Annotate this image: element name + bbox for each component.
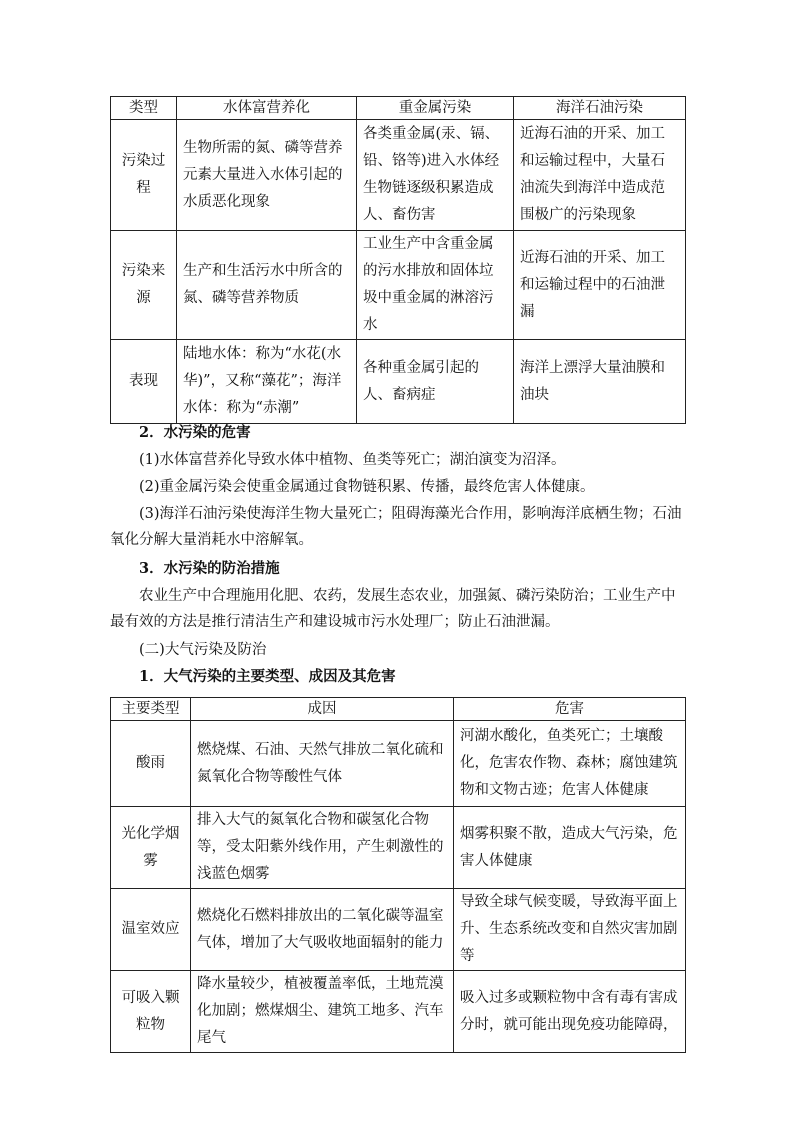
header-heavy-metal: 重金属污染 <box>357 97 514 120</box>
row-type-cell: 表现 <box>111 340 177 424</box>
harm-cell: 导致全球气候变暖，导致海平面上升、生态系统改变和自然灾害加剧等 <box>454 889 686 971</box>
cause-cell: 降水量较少，植被覆盖率低，土地荒漠化加剧；燃煤烟尘、建筑工地多、汽车尾气 <box>191 971 454 1053</box>
row-type-cell: 光化学烟雾 <box>111 807 191 889</box>
section-3-text: 农业生产中合理施用化肥、农药，发展生态农业，加强氮、磷污染防治；工业生产中最有效的方法是推行清洁生产和建设城市污水处理厂；防止石油泄漏。 <box>110 588 676 630</box>
row-type-cell: 温室效应 <box>111 889 191 971</box>
row-type-cell: 污染来源 <box>111 231 177 340</box>
header-harm: 危害 <box>454 698 686 721</box>
table-row <box>111 971 686 1053</box>
section-3-title: 3．水污染的防治措施 <box>139 560 280 577</box>
section-2-item: (3)海洋石油污染使海洋生物大量死亡；阻碍海藻光合作用，影响海洋底栖生物；石油氧化分解大量消耗水中溶解氧。 <box>110 506 682 548</box>
header-cause: 成因 <box>191 698 454 721</box>
header-oil-pollution: 海洋石油污染 <box>514 97 686 120</box>
table-cell: 近海石油的开采、加工和运输过程中，大量石油流失到海洋中造成范围极广的污染现象 <box>514 120 686 231</box>
section-2-title: 2．水污染的危害 <box>139 424 251 441</box>
table-row <box>111 721 686 807</box>
table-cell: 各类重金属(汞、镉、铅、铬等)进入水体经生物链逐级积累造成人、畜伤害 <box>357 120 514 231</box>
table-cell: 近海石油的开采、加工和运输过程中的石油泄漏 <box>514 231 686 340</box>
table-header-row <box>111 97 686 120</box>
section-2-item: (2)重金属污染会使重金属通过食物链积累、传播，最终危害人体健康。 <box>139 479 595 495</box>
table-row <box>111 807 686 889</box>
table-cell: 工业生产中含重金属的污水排放和固体垃圾中重金属的淋溶污水 <box>357 231 514 340</box>
table-cell: 陆地水体：称为“水花(水华)”，又称“藻花”；海洋水体：称为“赤潮” <box>177 340 357 424</box>
table-header-row <box>111 698 686 721</box>
air-pollution-heading: (二)大气污染及防治 <box>139 642 267 658</box>
table-row <box>111 340 686 424</box>
harm-cell: 河湖水酸化，鱼类死亡；土壤酸化，危害农作物、森林；腐蚀建筑物和文物古迹；危害人体健康 <box>454 721 686 807</box>
air-pollution-subtitle: 1．大气污染的主要类型、成因及其危害 <box>139 668 396 685</box>
air-pollution-table <box>110 697 686 1053</box>
cause-cell: 燃烧化石燃料排放出的二氧化碳等温室气体，增加了大气吸收地面辐射的能力 <box>191 889 454 971</box>
header-eutrophication: 水体富营养化 <box>177 97 357 120</box>
cause-cell: 排入大气的氮氧化合物和碳氢化合物等，受太阳紫外线作用，产生刺激性的浅蓝色烟雾 <box>191 807 454 889</box>
harm-cell: 吸入过多或颗粒物中含有毒有害成分时，就可能出现免疫功能障碍， <box>454 971 686 1053</box>
table-cell: 各种重金属引起的人、畜病症 <box>357 340 514 424</box>
table-row <box>111 120 686 231</box>
cause-cell: 燃烧煤、石油、天然气排放二氧化硫和氮氧化合物等酸性气体 <box>191 721 454 807</box>
harm-cell: 烟雾积聚不散，造成大气污染，危害人体健康 <box>454 807 686 889</box>
table-row <box>111 231 686 340</box>
table-row <box>111 889 686 971</box>
row-type-cell: 酸雨 <box>111 721 191 807</box>
table-cell: 生产和生活污水中所含的氮、磷等营养物质 <box>177 231 357 340</box>
row-type-cell: 污染过程 <box>111 120 177 231</box>
table-cell: 海洋上漂浮大量油膜和油块 <box>514 340 686 424</box>
header-type: 类型 <box>111 97 177 120</box>
section-2-item: (1)水体富营养化导致水体中植物、鱼类等死亡；湖泊演变为沼泽。 <box>139 452 566 468</box>
table-cell: 生物所需的氮、磷等营养元素大量进入水体引起的水质恶化现象 <box>177 120 357 231</box>
water-pollution-table <box>110 96 686 424</box>
header-main-type: 主要类型 <box>111 698 191 721</box>
row-type-cell: 可吸入颗粒物 <box>111 971 191 1053</box>
